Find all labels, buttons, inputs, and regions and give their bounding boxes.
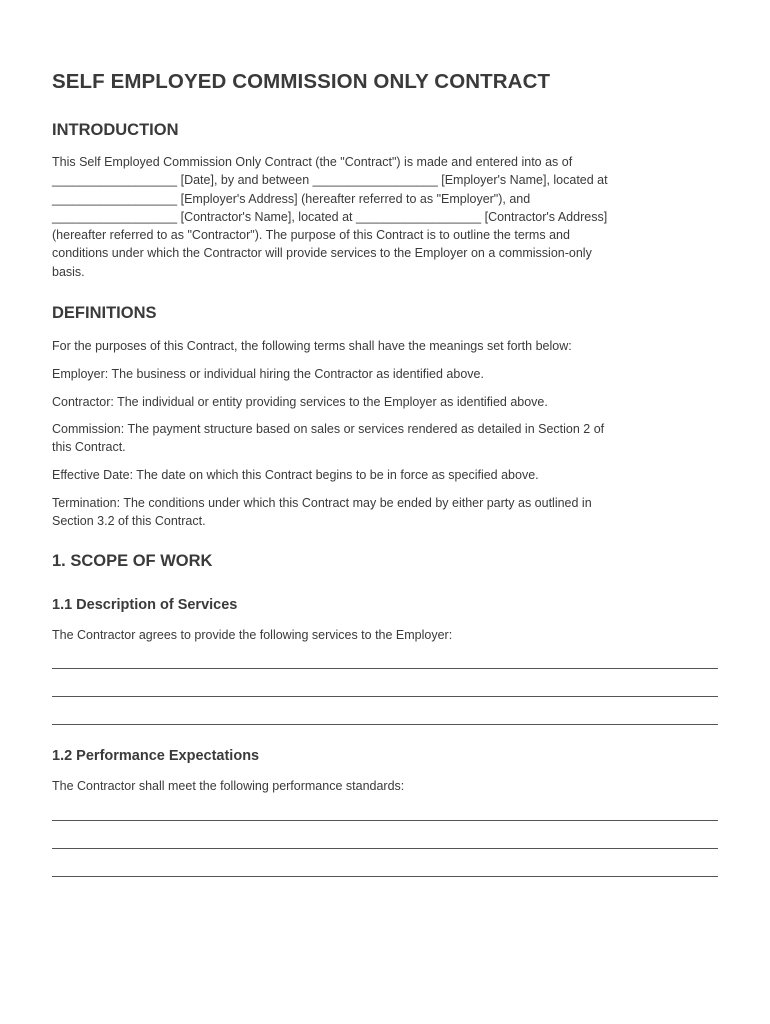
definition-termination-line: Section 3.2 of this Contract. — [52, 514, 206, 529]
introduction-heading: INTRODUCTION — [52, 121, 179, 139]
description-of-services-heading: 1.1 Description of Services — [52, 597, 238, 613]
definition-commission-line: Commission: The payment structure based on sales or services rendered as detailed in Section 2 of — [52, 422, 605, 436]
definition-commission-line: this Contract. — [52, 440, 126, 455]
services-fill-line[interactable] — [52, 668, 718, 669]
definitions-intro: For the purposes of this Contract, the following terms shall have the meanings set forth below: — [52, 339, 572, 353]
services-fill-line[interactable] — [52, 724, 718, 725]
performance-fill-line[interactable] — [52, 820, 718, 821]
introduction-line: __________________ [Date], by and between __________________ [Employer's Name], located at — [52, 173, 608, 188]
performance-fill-line[interactable] — [52, 876, 718, 877]
definitions-heading: DEFINITIONS — [52, 304, 157, 322]
definition-termination-line: Termination: The conditions under which this Contract may be ended by either party as outlined in — [52, 496, 592, 510]
introduction-line: (hereafter referred to as "Contractor"). The purpose of this Contract is to outline the terms and — [52, 228, 570, 243]
definition-employer: Employer: The business or individual hiring the Contractor as identified above. — [52, 367, 484, 381]
description-of-services-text: The Contractor agrees to provide the following services to the Employer: — [52, 628, 453, 642]
performance-expectations-text: The Contractor shall meet the following performance standards: — [52, 779, 405, 793]
introduction-line: This Self Employed Commission Only Contract (the "Contract") is made and entered into as of — [52, 155, 573, 169]
services-fill-line[interactable] — [52, 696, 718, 697]
definition-effective-date: Effective Date: The date on which this Contract begins to be in force as specified above. — [52, 468, 539, 482]
introduction-paragraph — [52, 153, 720, 281]
introduction-line: __________________ [Contractor's Name], located at __________________ [Contractor's Address] — [52, 209, 608, 224]
scope-of-work-heading: 1. SCOPE OF WORK — [52, 552, 213, 570]
introduction-line: basis. — [52, 264, 85, 279]
definition-termination — [52, 494, 720, 531]
performance-fill-line[interactable] — [52, 848, 718, 849]
performance-expectations-heading: 1.2 Performance Expectations — [52, 748, 260, 764]
definition-contractor: Contractor: The individual or entity providing services to the Employer as identified above. — [52, 395, 548, 409]
definition-commission — [52, 420, 720, 457]
introduction-line: conditions under which the Contractor will provide services to the Employer on a commission-only — [52, 246, 592, 261]
document-title: SELF EMPLOYED COMMISSION ONLY CONTRACT — [52, 70, 551, 93]
introduction-line: __________________ [Employer's Address] (hereafter referred to as "Employer"), and — [52, 191, 531, 206]
